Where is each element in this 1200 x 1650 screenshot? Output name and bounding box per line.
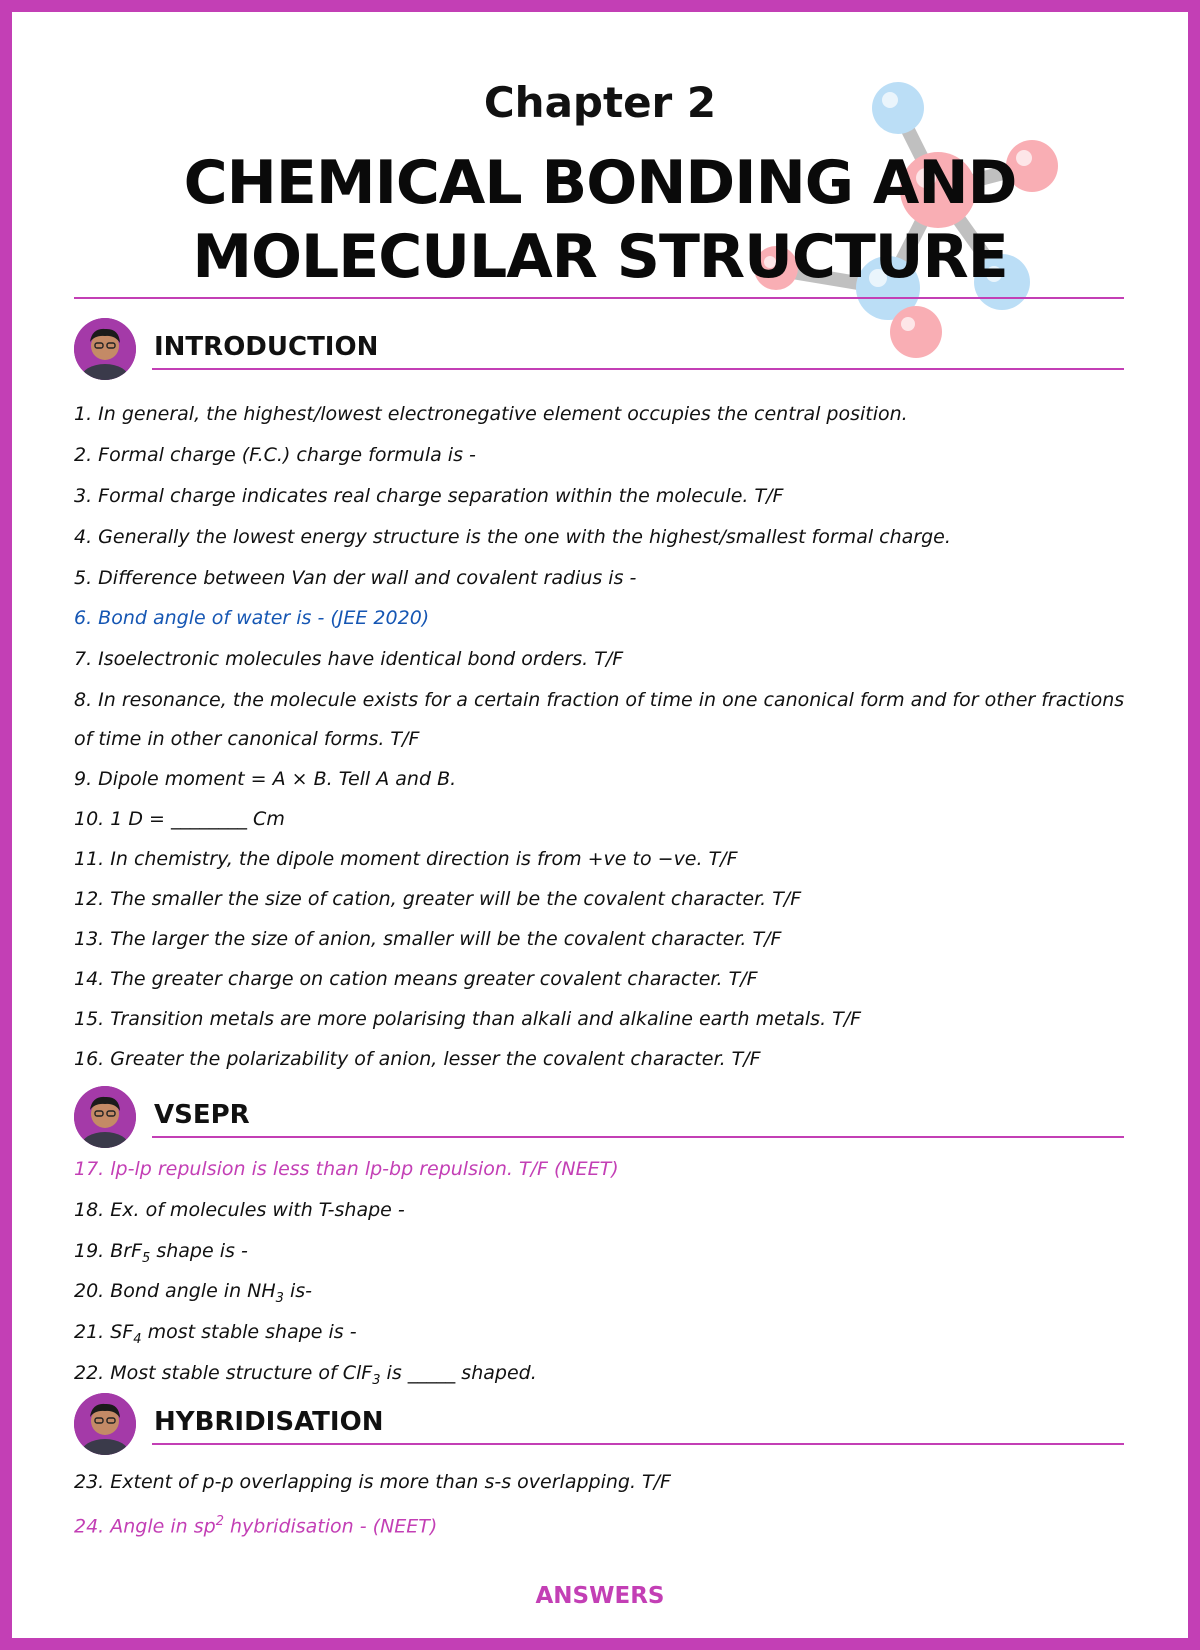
title-divider	[74, 297, 1124, 299]
section-header-vsepr	[74, 1086, 1124, 1152]
section-divider	[152, 1443, 1124, 1445]
question-19: 19. BrF$_5$ shape is -	[74, 1240, 248, 1266]
question-17: 17. lp-lp repulsion is less than lp-bp repulsion. T/F (NEET)	[74, 1158, 619, 1180]
question-9: 9. Dipole moment = A × B. Tell A and B.	[74, 768, 457, 790]
section-title-vsepr: VSEPR	[154, 1100, 250, 1130]
question-10: 10. 1 D = ________ Cm	[74, 808, 285, 830]
question-8-line1: 8. In resonance, the molecule exists for a certain fraction of time in one canonical form and for other fractions	[74, 689, 1125, 711]
question-22: 22. Most stable structure of ClF$_3$ is _____ shaped.	[74, 1362, 537, 1388]
question-8-line2: of time in other canonical forms. T/F	[74, 728, 420, 750]
question-7: 7. Isoelectronic molecules have identical bond orders. T/F	[74, 648, 624, 670]
question-23: 23. Extent of p-p overlapping is more than s-s overlapping. T/F	[74, 1471, 671, 1493]
section-divider	[152, 368, 1124, 370]
answers-link[interactable]: ANSWERS	[535, 1583, 665, 1609]
author-avatar	[74, 1393, 136, 1455]
question-16: 16. Greater the polarizability of anion, lesser the covalent character. T/F	[74, 1048, 761, 1070]
question-11: 11. In chemistry, the dipole moment direction is from +ve to −ve. T/F	[74, 848, 738, 870]
question-13: 13. The larger the size of anion, smaller will be the covalent character. T/F	[74, 928, 782, 950]
question-15: 15. Transition metals are more polarising than alkali and alkaline earth metals. T/F	[74, 1008, 862, 1030]
section-header-hybridisation	[74, 1393, 1124, 1459]
question-24: 24. Angle in $sp^2$ hybridisation - (NEET)	[74, 1514, 438, 1538]
chapter-title-line1: CHEMICAL BONDING AND	[183, 148, 1017, 218]
section-title-introduction: INTRODUCTION	[154, 332, 379, 362]
question-1: 1. In general, the highest/lowest electronegative element occupies the central position.	[74, 403, 908, 425]
question-5: 5. Difference between Van der wall and covalent radius is -	[74, 567, 637, 589]
question-12: 12. The smaller the size of cation, greater will be the covalent character. T/F	[74, 888, 802, 910]
author-avatar	[74, 1086, 136, 1148]
author-avatar	[74, 318, 136, 380]
question-6: 6. Bond angle of water is - (JEE 2020)	[74, 607, 430, 629]
chapter-label: Chapter 2	[483, 78, 717, 127]
section-header-introduction	[74, 318, 1124, 384]
question-3: 3. Formal charge indicates real charge separation within the molecule. T/F	[74, 485, 784, 507]
question-2: 2. Formal charge (F.C.) charge formula is -	[74, 444, 476, 466]
question-20: 20. Bond angle in $NH_3$ is-	[74, 1280, 313, 1306]
section-divider	[152, 1136, 1124, 1138]
chapter-title-line2: MOLECULAR STRUCTURE	[192, 222, 1008, 292]
question-21: 21. $SF_4$ most stable shape is -	[74, 1321, 357, 1347]
question-4: 4. Generally the lowest energy structure is the one with the highest/smallest formal charge.	[74, 526, 951, 548]
section-title-hybridisation: HYBRIDISATION	[154, 1407, 384, 1437]
chapter-title	[0, 146, 1200, 294]
question-18: 18. Ex. of molecules with T-shape -	[74, 1199, 405, 1221]
question-14: 14. The greater charge on cation means greater covalent character. T/F	[74, 968, 758, 990]
